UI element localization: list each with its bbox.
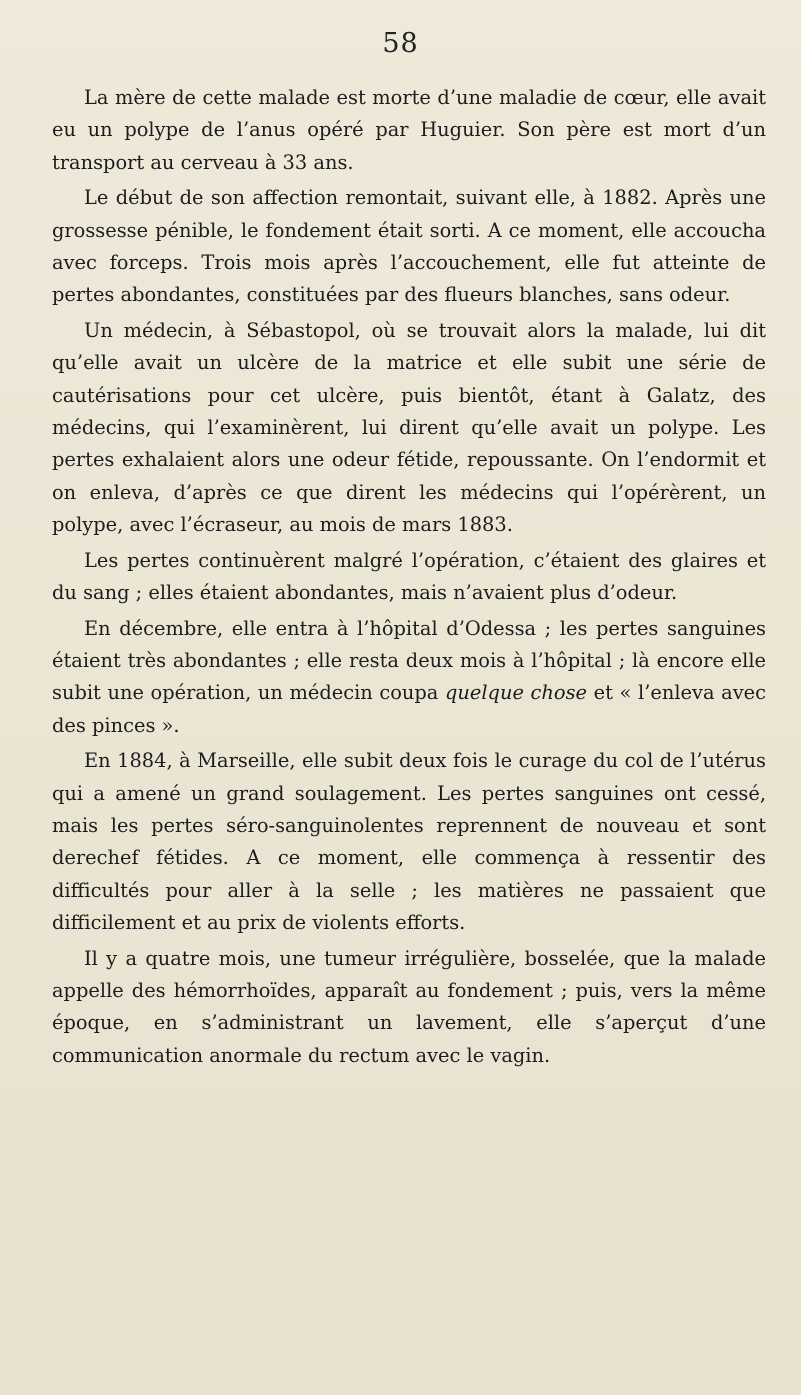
- body-text: [52, 82, 766, 1075]
- page-number: 58: [382, 28, 419, 59]
- paragraph-marseille: En 1884, à Marseille, elle subit deux fois le curage du col de l’utérus qui a amené un grand soulagement. Les pertes sanguines ont cessé, mais les pertes séro-sanguinolentes reprennent de nouveau et sont derechef fétides. A ce moment, elle commença à ressentir des difficultés pour aller à la selle ; les matières ne passaient que difficilement et au prix de violents efforts.: [52, 749, 766, 935]
- paragraph-odessa: [52, 613, 766, 743]
- paragraph-odessa-text-2: et « l’enleva avec des pinces ».: [52, 681, 766, 737]
- paragraph-recent-tumor: Il y a quatre mois, une tumeur irrégulière, bosselée, que la malade appelle des hémorrhoïdes, apparaît au fondement ; puis, vers la même époque, en s’administrant un lavement, elle s’aperçut d’une communication anormale du rectum avec le vagin.: [52, 946, 766, 1067]
- paragraph-onset: Le début de son affection remontait, suivant elle, à 1882. Après une grossesse pénible, le fondement était sorti. A ce moment, elle accoucha avec forceps. Trois mois après l’accouchement, elle fut atteinte de pertes abondantes, constituées par des flueurs blanches, sans odeur.: [52, 186, 766, 307]
- paragraph-family-history: La mère de cette malade est morte d’une maladie de cœur, elle avait eu un polype de l’anus opéré par Huguier. Son père est mort d’un transport au cerveau à 33 ans.: [52, 86, 766, 174]
- paragraph-odessa-italic: quelque chose: [444, 681, 588, 705]
- paragraph-sebastopol-galatz: Un médecin, à Sébastopol, où se trouvait alors la malade, lui dit qu’elle avait un ulcère de la matrice et elle subit une série de cautérisations pour cet ulcère, puis bientôt, étant à Galatz, des médecins, qui l’examinèrent, lui dirent qu’elle avait un polype. Les pertes exhalaient alors une odeur fétide, repoussante. On l’endormit et on enleva, d’après ce que dirent les médecins qui l’opérèrent, un polype, avec l’écraseur, au mois de mars 1883.: [52, 318, 766, 537]
- paragraph-continued-losses: Les pertes continuèrent malgré l’opération, c’étaient des glaires et du sang ; elles étaient abondantes, mais n’avaient plus d’odeur.: [52, 548, 766, 605]
- paragraph-odessa-text-1: En décembre, elle entra à l’hôpital d’Odessa ; les pertes sanguines étaient très abondantes ; elle resta deux mois à l’hôpital ; là encore elle subit une opération, un médecin coupa: [52, 616, 766, 705]
